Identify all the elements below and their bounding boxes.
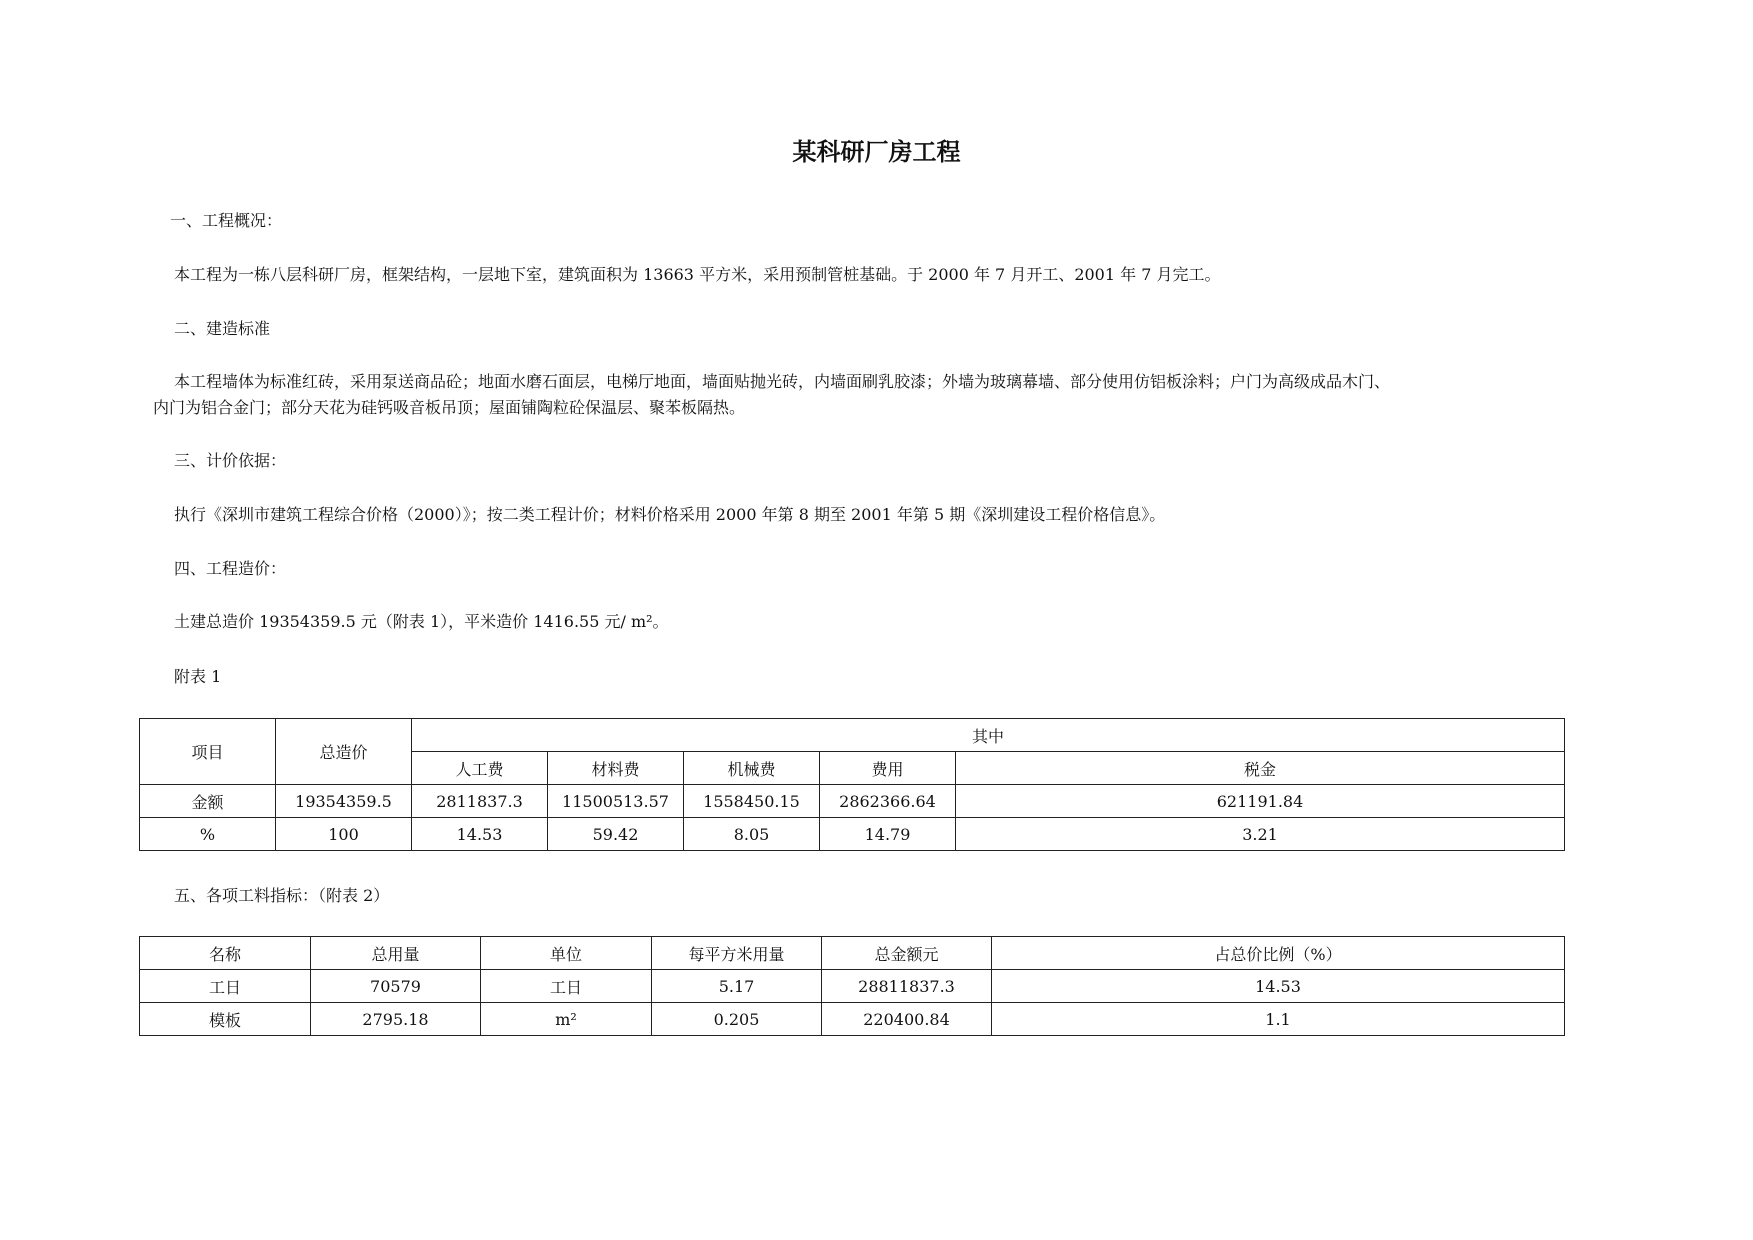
header-among: 其中	[412, 719, 1565, 752]
cell: 28811837.3	[822, 970, 992, 1003]
cell: 59.42	[548, 818, 684, 851]
header-total: 总造价	[276, 719, 412, 785]
cell: 2795.18	[311, 1003, 481, 1036]
cell: 5.17	[652, 970, 822, 1003]
cell: 14.53	[992, 970, 1565, 1003]
section-1-text: 本工程为一栋八层科研厂房，框架结构，一层地下室，建筑面积为 13663 平方米，采用预制管桩基础。于 2000 年 7 月开工、2001 年 7 月完工。	[174, 265, 1221, 284]
cell: 14.79	[820, 818, 956, 851]
cell: 100	[276, 818, 412, 851]
table-row	[140, 1003, 1565, 1036]
section-3-text: 执行《深圳市建筑工程综合价格（2000）》；按二类工程计价；材料价格采用 2000 年第 8 期至 2001 年第 5 期《深圳建设工程价格信息》。	[174, 505, 1166, 524]
cell: 金额	[140, 785, 276, 818]
cell: 621191.84	[956, 785, 1565, 818]
section-2-text-line1: 本工程墙体为标准红砖，采用泵送商品砼；地面水磨石面层，电梯厅地面，墙面贴抛光砖，内墙面刷乳胶漆；外墙为玻璃幕墙、部分使用仿铝板涂料；户门为高级成品木门、	[174, 372, 1391, 391]
header-unit: 单位	[481, 937, 652, 970]
cost-table	[139, 718, 1565, 851]
section-1-heading: 一、工程概况：	[170, 211, 283, 230]
cell: %	[140, 818, 276, 851]
header-total-amount: 总金额元	[822, 937, 992, 970]
section-4-heading: 四、工程造价：	[174, 559, 287, 578]
header-tax: 税金	[956, 752, 1565, 785]
cell: 11500513.57	[548, 785, 684, 818]
header-item: 项目	[140, 719, 276, 785]
cell: 3.21	[956, 818, 1565, 851]
section-2-text-line2: 内门为铝合金门；部分天花为硅钙吸音板吊顶；屋面铺陶粒砼保温层、聚苯板隔热。	[153, 398, 746, 417]
table-header-row	[140, 937, 1565, 970]
section-2-heading: 二、建造标准	[174, 319, 271, 338]
header-machinery: 机械费	[684, 752, 820, 785]
header-material: 材料费	[548, 752, 684, 785]
table-row	[140, 785, 1565, 818]
cell: 工日	[481, 970, 652, 1003]
header-ratio: 占总价比例（%）	[992, 937, 1565, 970]
section-3-heading: 三、计价依据：	[174, 451, 287, 470]
cell: 工日	[140, 970, 311, 1003]
cell: 0.205	[652, 1003, 822, 1036]
section-4-text: 土建总造价 19354359.5 元（附表 1），平米造价 1416.55 元/ m²。	[174, 612, 669, 631]
table-row	[140, 970, 1565, 1003]
table-row	[140, 818, 1565, 851]
cell: 模板	[140, 1003, 311, 1036]
header-per-sqm: 每平方米用量	[652, 937, 822, 970]
table1-caption: 附表 1	[174, 667, 222, 686]
cell: m²	[481, 1003, 652, 1036]
material-index-table	[139, 936, 1565, 1036]
cell: 70579	[311, 970, 481, 1003]
cell: 1.1	[992, 1003, 1565, 1036]
cell: 8.05	[684, 818, 820, 851]
cell: 14.53	[412, 818, 548, 851]
header-labor: 人工费	[412, 752, 548, 785]
header-name: 名称	[140, 937, 311, 970]
header-fees: 费用	[820, 752, 956, 785]
document-title: 某科研厂房工程	[792, 137, 961, 166]
section-5-heading: 五、各项工料指标：（附表 2）	[174, 886, 390, 905]
cell: 2862366.64	[820, 785, 956, 818]
cell: 220400.84	[822, 1003, 992, 1036]
cell: 2811837.3	[412, 785, 548, 818]
cell: 1558450.15	[684, 785, 820, 818]
cell: 19354359.5	[276, 785, 412, 818]
header-total-qty: 总用量	[311, 937, 481, 970]
